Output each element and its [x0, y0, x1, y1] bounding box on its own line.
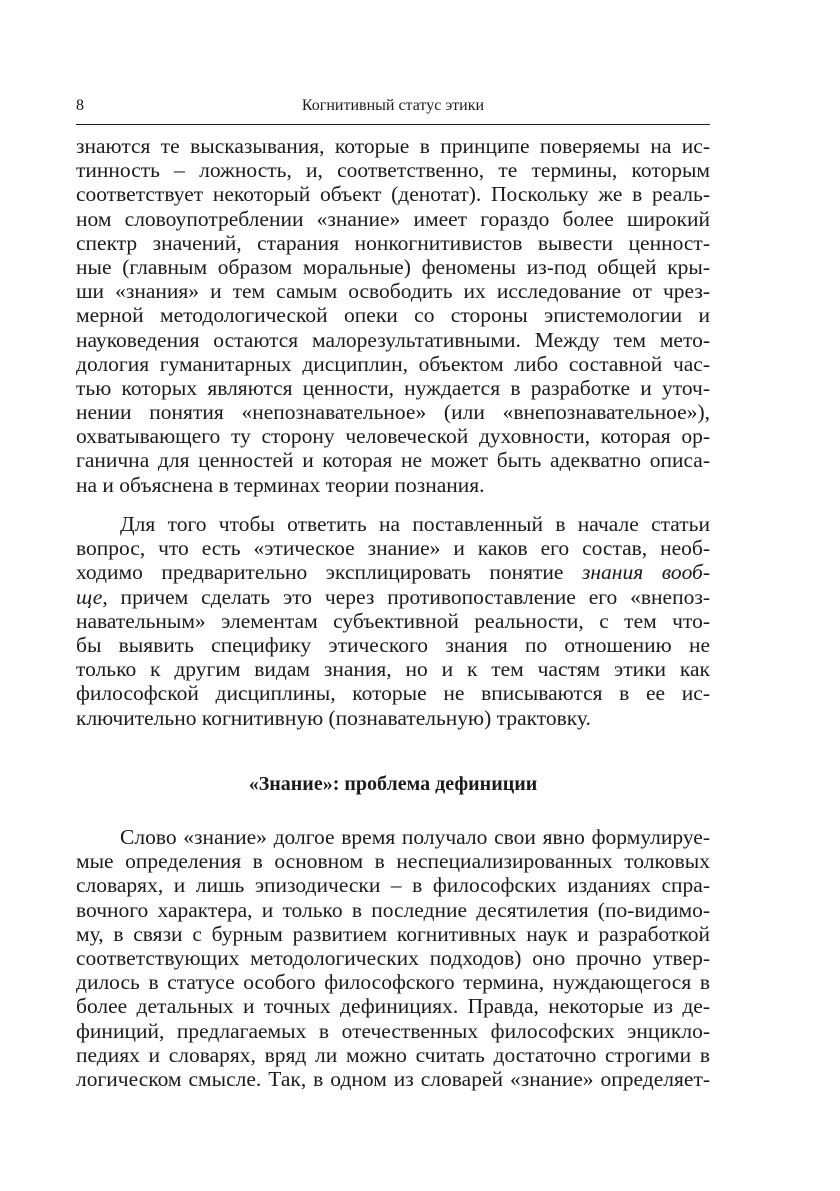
text-line: бы выявить специфику этического знания по отношению не [76, 632, 710, 657]
text-line: тинность – ложность, и, соответственно, те термины, которым [76, 158, 710, 183]
text-line: му, в связи с бурным развитием когнитивных наук и разработкой [76, 921, 710, 946]
page-number: 8 [76, 97, 84, 114]
paragraph-continuation [76, 134, 710, 497]
text-line: мые определения в основном в неспециализированных толковых [76, 849, 710, 874]
text-line: знаются те высказывания, которые в принципе поверяемы на ис- [76, 134, 710, 158]
text-line: дология гуманитарных дисциплин, объектом либо составной час- [76, 351, 710, 376]
text-line: вочного характера, и только в последние десятилетия (по-видимо- [76, 897, 710, 922]
text-line: педиях и словарях, вряд ли можно считать достаточно строгими в [76, 1042, 710, 1067]
text-line: логическом смысле. Так, в одном из словарей «знание» определяет- [76, 1066, 710, 1091]
paragraph-definition [76, 825, 710, 1091]
text-line [76, 585, 710, 609]
text-line: мерной методологической опеки со стороны эпистемологии и [76, 303, 710, 328]
text-line: Слово «знание» долгое время получало свои явно формулируе- [120, 825, 710, 849]
text-line: соответствует некоторый объект (денотат). Поскольку же в реаль- [76, 182, 710, 207]
text-line: ши «знания» и тем самым освободить их исследование от чрез- [76, 279, 710, 304]
text-line: навательным» элементам субъективной реальности, с тем что- [76, 608, 710, 633]
text-line: соответствующих методологических подходов) оно прочно утвер- [76, 945, 710, 970]
running-head [76, 94, 710, 118]
text-line: дилось в статусе особого философского термина, нуждающегося в [76, 970, 710, 995]
text-line: ганична для ценностей и которая не может быть адекватно описа- [76, 448, 710, 473]
paragraph-purpose [76, 512, 710, 730]
text-line [76, 560, 710, 584]
italic-term: ще [76, 584, 103, 609]
text-line: ключительно когнитивную (познавательную) трактовку. [76, 705, 591, 730]
running-title: Когнитивный статус этики [301, 97, 485, 114]
text-line: вопрос, что есть «этическое знание» и каков его состав, необ- [76, 536, 710, 561]
text-line: охватывающего ту сторону человеческой духовности, которая ор- [76, 424, 710, 449]
text-line: только к другим видам знания, но и к тем частям этики как [76, 657, 710, 682]
text-line: на и объяснена в терминах теории познания. [76, 472, 485, 497]
text-line: финиций, предлагаемых в отечественных философских энцикло- [76, 1018, 710, 1043]
text-line: науковедения остаются малорезультативными. Между тем мето- [76, 327, 710, 352]
text-line: нении понятия «непознавательное» (или «внепознавательное»), [76, 400, 710, 425]
text-line: словарях, и лишь эпизодически – в философских изданиях спра- [76, 873, 710, 898]
text-span: , причем сделать это через противопоставление его «внепоз- [102, 584, 710, 609]
text-line: ные (главным образом моральные) феномены из-под общей кры- [76, 254, 710, 279]
header-rule [76, 124, 710, 125]
text-line: ном словоупотреблении «знание» имеет гораздо более широкий [76, 206, 710, 231]
text-line: тью которых являются ценности, нуждается в разработке и уточ- [76, 375, 710, 400]
text-line: философской дисциплины, которые не вписываются в ее ис- [76, 681, 710, 706]
text-line: спектр значений, старания нонкогнитивистов вывести ценност- [76, 230, 710, 255]
text-line: более детальных и точных дефинициях. Правда, некоторые из де- [76, 994, 710, 1019]
text-span: ходимо предварительно эксплицировать понятие [76, 560, 582, 585]
text-line: Для того чтобы ответить на поставленный в начале статьи [120, 512, 710, 536]
italic-term: знания вооб- [582, 560, 711, 585]
section-heading: «Знание»: проблема дефиниции [248, 773, 538, 795]
